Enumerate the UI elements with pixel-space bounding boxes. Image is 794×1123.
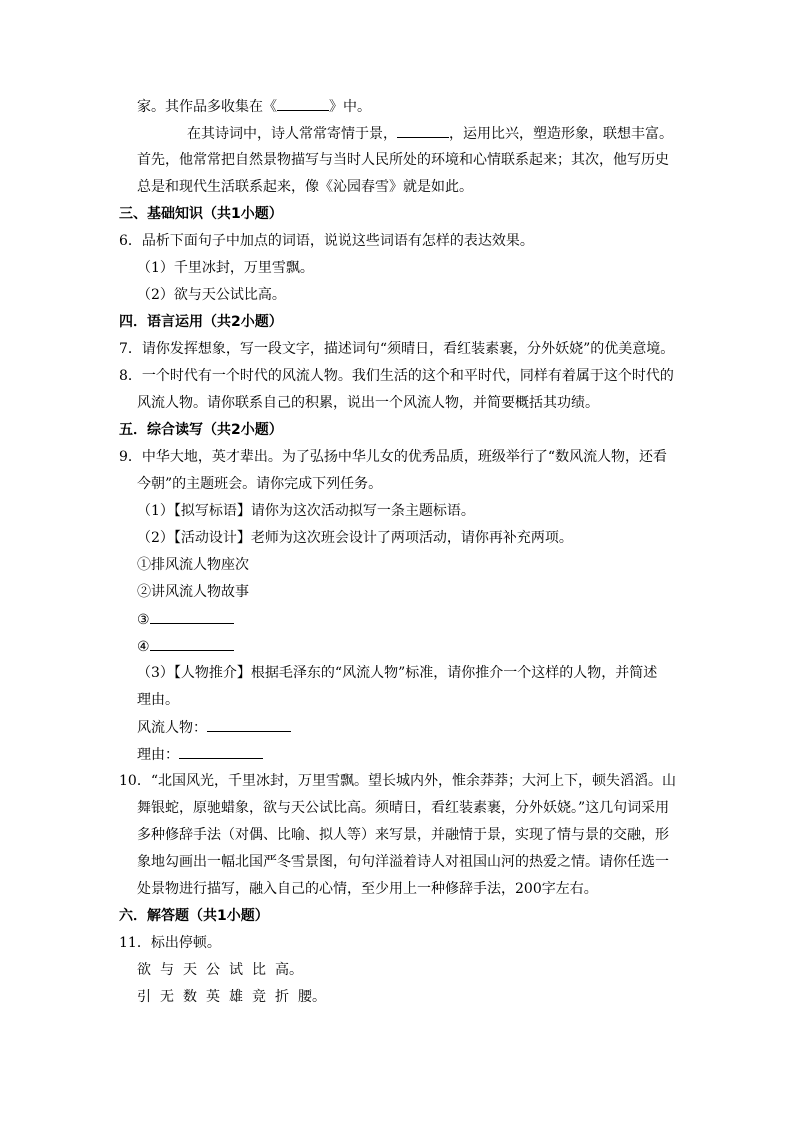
question-9-task-3: （3）【人物推介】根据毛泽东的“风流人物”标准，请你推介一个这样的人物，并简述 (137, 665, 658, 681)
text-line (187, 123, 673, 144)
activity-3 (137, 609, 234, 630)
fill-blank (207, 717, 291, 732)
char: 无 (160, 989, 174, 1005)
question-10-cont: 舞银蛇，原驰蜡象，欲与天公试比高。须晴日，看红装素裹，分外妖娆。”这几句词采用 (137, 800, 670, 816)
activity-2: ②讲风流人物故事 (137, 584, 249, 600)
char: 与 (160, 962, 174, 978)
activity-1: ①排风流人物座次 (137, 557, 249, 573)
char: 雄 (229, 989, 243, 1005)
section-heading: 三、基础知识（共1小题） (119, 206, 283, 222)
fill-blank (277, 96, 329, 111)
char: 折 (275, 989, 289, 1005)
char: 高。 (275, 962, 303, 978)
char: 比 (252, 962, 266, 978)
char: 天 (183, 962, 197, 978)
question-6: 6．品析下面句子中加点的词语，说说这些词语有怎样的表达效果。 (119, 233, 534, 249)
question-7: 7．请你发挥想象，写一段文字，描述词句“须晴日，看红装素裹，分外妖娆”的优美意境。 (119, 341, 675, 357)
fill-blank (179, 744, 263, 759)
char: 竞 (252, 989, 266, 1005)
question-6-item-1: （1）千里冰封，万里雪飘。 (137, 260, 314, 276)
question-9: 9．中华大地，英才辈出。为了弘扬中华儿女的优秀品质，班级举行了“数风流人物，还看 (119, 449, 668, 465)
text: ④ (137, 639, 150, 655)
section-heading: 六．解答题（共1小题） (119, 908, 269, 924)
section-heading: 四．语言运用（共2小题） (119, 314, 283, 330)
question-9-cont: 今朝”的主题班会。请你完成下列任务。 (137, 476, 383, 492)
text: 风流人物： (137, 720, 207, 736)
text: ，运用比兴，塑造形象，联想丰富。 (449, 126, 673, 142)
text: 》中。 (329, 99, 371, 115)
text: 家。其作品多收集在《 (137, 99, 277, 115)
char: 腰。 (298, 989, 326, 1005)
question-10-cont: 处景物进行描写，融入自己的心情，至少用上一种修辞手法，200字左右。 (137, 881, 598, 897)
char: 引 (137, 989, 151, 1005)
fill-blank (397, 123, 449, 138)
char: 数 (183, 989, 197, 1005)
question-9-task-3-cont: 理由。 (137, 692, 179, 708)
text: 理由： (137, 747, 179, 763)
question-8-cont: 风流人物。请你联系自己的积累，说出一个风流人物，并简要概括其功绩。 (137, 395, 599, 411)
pause-line-2 (137, 987, 326, 1007)
question-11: 11．标出停顿。 (119, 935, 221, 951)
question-10: 10．“北国风光，千里冰封，万里雪飘。望长城内外，惟余莽莽；大河上下，顿失滔滔。山 (119, 773, 676, 789)
fill-blank (150, 609, 234, 624)
text-line: 首先，他常常把自然景物描写与当时人民所处的环境和心情联系起来；其次，他写历史 (137, 152, 669, 168)
char: 欲 (137, 962, 151, 978)
section-heading: 五．综合读写（共2小题） (119, 422, 283, 438)
question-8: 8．一个时代有一个时代的风流人物。我们生活的这个和平时代，同样有着属于这个时代的 (119, 368, 674, 384)
question-9-task-2: （2）【活动设计】老师为这次班会设计了两项活动，请你再补充两项。 (137, 530, 573, 546)
char: 公 (206, 962, 220, 978)
text: 在其诗词中，诗人常常寄情于景， (187, 126, 397, 142)
question-9-task-1: （1）【拟写标语】请你为这次活动拟写一条主题标语。 (137, 503, 475, 519)
text-line (137, 96, 371, 117)
answer-figure (137, 717, 291, 738)
answer-reason (137, 744, 263, 765)
question-10-cont: 多种修辞手法（对偶、比喻、拟人等）来写景，并融情于景，实现了情与景的交融，形 (137, 827, 669, 843)
text-line: 总是和现代生活联系起来，像《沁园春雪》就是如此。 (137, 179, 473, 195)
fill-blank (150, 636, 234, 651)
text: ③ (137, 612, 150, 628)
question-10-cont: 象地勾画出一幅北国严冬雪景图，句句洋溢着诗人对祖国山河的热爱之情。请你任选一 (137, 854, 669, 870)
pause-line-1 (137, 960, 303, 980)
question-6-item-2: （2）欲与天公试比高。 (137, 287, 286, 303)
activity-4 (137, 636, 234, 657)
char: 试 (229, 962, 243, 978)
char: 英 (206, 989, 220, 1005)
